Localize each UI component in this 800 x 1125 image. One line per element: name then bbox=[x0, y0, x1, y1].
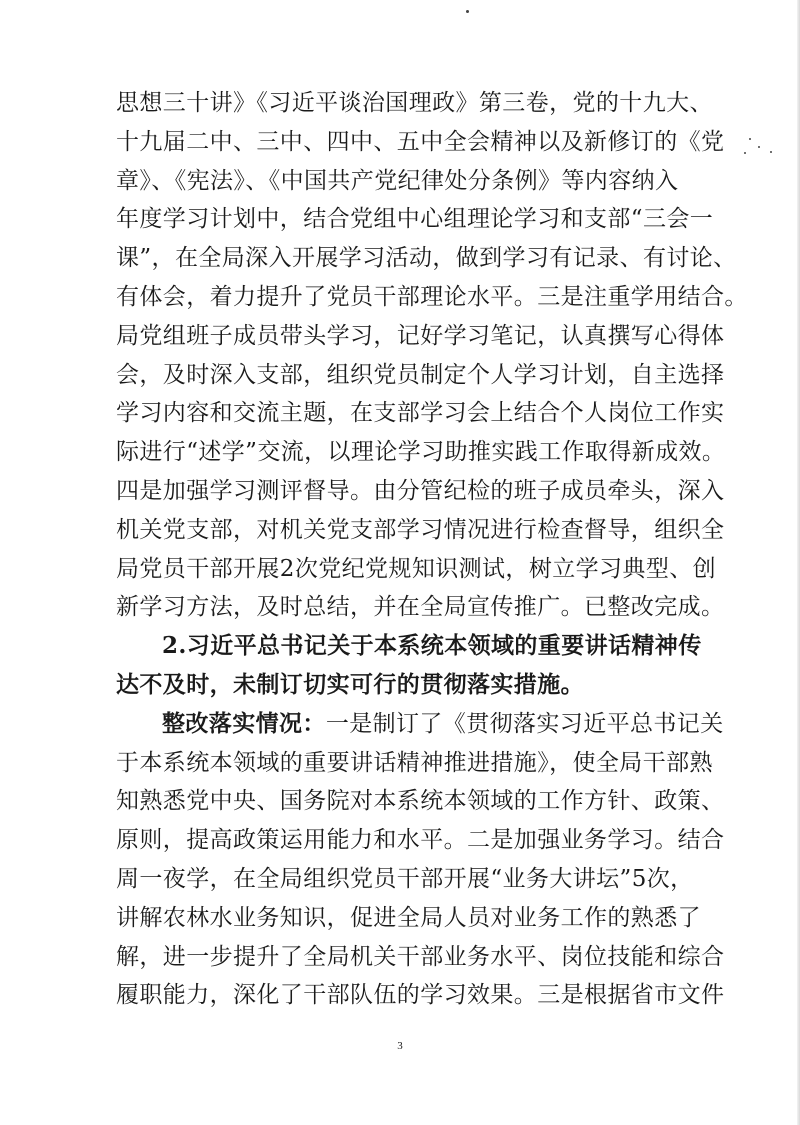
text-line: 讲解农林水业务知识，促进全局人员对业务工作的熟悉了 bbox=[116, 904, 701, 931]
scan-speck bbox=[749, 138, 751, 140]
text-line: 原则，提高政策运用能力和水平。二是加强业务学习。结合 bbox=[116, 827, 725, 854]
text-line: 周一夜学，在全局组织党员干部开展“业务大讲坛”5次， bbox=[116, 865, 694, 892]
text-line: 新学习方法，及时总结，并在全局宣传推广。已整改完成。 bbox=[116, 594, 725, 621]
text-line: 局党组班子成员带头学习，记好学习笔记，认真撰写心得体 bbox=[116, 322, 725, 349]
text-line: 十九届二中、三中、四中、五中全会精神以及新修订的《党 bbox=[116, 128, 725, 155]
scan-speck bbox=[744, 152, 746, 154]
scan-speck bbox=[758, 146, 760, 148]
text-line: 解，进一步提升了全局机关干部业务水平、岗位技能和综合 bbox=[116, 943, 725, 970]
body-text bbox=[116, 84, 748, 1015]
text-line: 于本系统本领域的重要讲话精神推进措施》，使全局干部熟 bbox=[116, 749, 713, 776]
text-line: 知熟悉党中央、国务院对本系统本领域的工作方针、政策、 bbox=[116, 788, 725, 815]
text-line: 学习内容和交流主题，在支部学习会上结合个人岗位工作实 bbox=[116, 400, 725, 427]
rectification-line bbox=[116, 705, 724, 744]
scan-speck bbox=[466, 10, 469, 13]
page-number: 3 bbox=[397, 1040, 403, 1052]
text-line: 年度学习计划中，结合党组中心组理论学习和支部“三会一 bbox=[116, 206, 714, 233]
text-line: 章》、《宪法》、《中国共产党纪律处分条例》等内容纳入 bbox=[116, 167, 679, 194]
text-line: 履职能力，深化了干部队伍的学习效果。三是根据省市文件 bbox=[116, 982, 725, 1009]
text-line: 机关党支部，对机关党支部学习情况进行检查督导，组织全 bbox=[116, 516, 725, 543]
text-line: 会，及时深入支部，组织党员制定个人学习计划，自主选择 bbox=[116, 361, 725, 388]
text-line: 课”，在全局深入开展学习活动，做到学习有记录、有讨论、 bbox=[116, 245, 737, 272]
text-line: 四是加强学习测评督导。由分管纪检的班子成员牵头，深入 bbox=[116, 477, 725, 504]
issue-heading-line: 2.习近平总书记关于本系统本领域的重要讲话精神传 bbox=[162, 632, 702, 660]
text-line: 思想三十讲》《习近平谈治国理政》第三卷，党的十九大、 bbox=[116, 90, 713, 116]
rectification-text: 一是制订了《贯彻落实习近平总书记关 bbox=[325, 710, 724, 737]
text-line: 际进行“述学”交流，以理论学习助推实践工作取得新成效。 bbox=[116, 439, 726, 466]
rectification-label: 整改落实情况： bbox=[162, 709, 326, 737]
issue-heading-line: 达不及时，未制订切实可行的贯彻落实措施。 bbox=[116, 670, 584, 698]
text-line: 局党员干部开展2次党纪党规知识测试，树立学习典型、创 bbox=[116, 555, 717, 582]
scan-speck bbox=[770, 151, 772, 153]
text-line: 有体会，着力提升了党员干部理论水平。三是注重学用结合。 bbox=[116, 283, 748, 310]
